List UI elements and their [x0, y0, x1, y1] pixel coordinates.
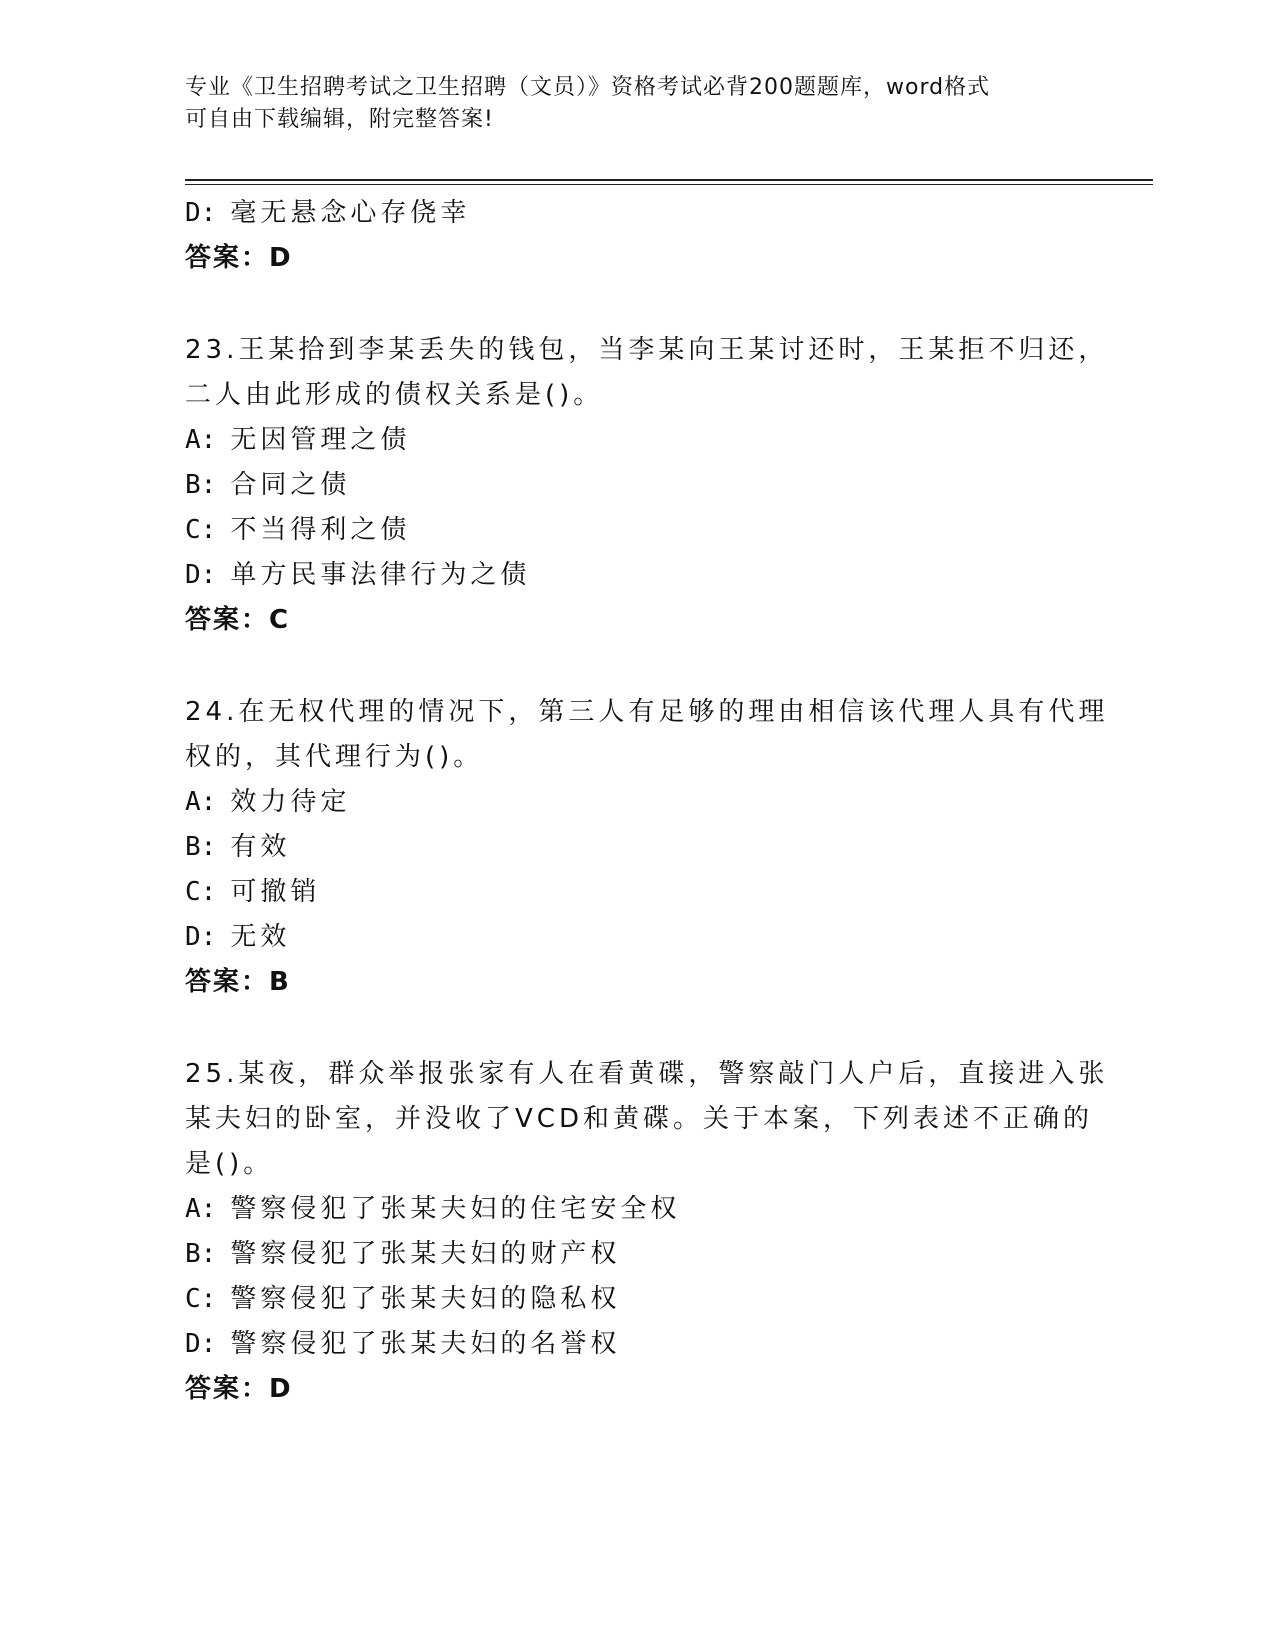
header-line-2: 可自由下载编辑，附完整答案!	[185, 107, 494, 132]
question-stem: 24.在无权代理的情况下，第三人有足够的理由相信该代理人具有代理	[185, 697, 1109, 727]
header-rule-thin	[185, 184, 1153, 185]
option-d: D: 无效	[185, 922, 291, 952]
answer-line: 答案：D	[185, 1374, 293, 1404]
option-d: D: 警察侵犯了张某夫妇的名誉权	[185, 1329, 621, 1359]
option-b: B: 有效	[185, 832, 291, 862]
question-stem: 权的，其代理行为()。	[185, 742, 484, 772]
header-line-1: 专业《卫生招聘考试之卫生招聘（文员）》资格考试必背200题题库，word格式	[185, 75, 991, 100]
question-stem: 23.王某拾到李某丢失的钱包，当李某向王某讨还时，王某拒不归还，	[185, 335, 1109, 365]
question-stem: 某夫妇的卧室，并没收了VCD和黄碟。关于本案，下列表述不正确的	[185, 1104, 1093, 1134]
question-stem: 二人由此形成的债权关系是()。	[185, 380, 604, 410]
answer-line: 答案：C	[185, 605, 291, 635]
option-a: A: 无因管理之债	[185, 425, 411, 455]
document-header	[185, 72, 1065, 136]
question-stem: 25.某夜，群众举报张家有人在看黄碟，警察敲门人户后，直接进入张	[185, 1059, 1109, 1089]
option-b: B: 合同之债	[185, 470, 351, 500]
option-c: C: 可撤销	[185, 877, 321, 907]
option-c: C: 警察侵犯了张某夫妇的隐私权	[185, 1284, 621, 1314]
option-b: B: 警察侵犯了张某夫妇的财产权	[185, 1239, 621, 1269]
option-d: D: 毫无悬念心存侥幸	[185, 198, 471, 228]
option-d: D: 单方民事法律行为之债	[185, 560, 531, 590]
header-rule-thick	[185, 179, 1153, 181]
question-stem: 是()。	[185, 1149, 274, 1179]
question-list	[185, 191, 1109, 1412]
option-a: A: 效力待定	[185, 787, 351, 817]
option-a: A: 警察侵犯了张某夫妇的住宅安全权	[185, 1194, 681, 1224]
answer-line: 答案：B	[185, 967, 291, 997]
answer-line: 答案：D	[185, 243, 293, 273]
option-c: C: 不当得利之债	[185, 515, 411, 545]
